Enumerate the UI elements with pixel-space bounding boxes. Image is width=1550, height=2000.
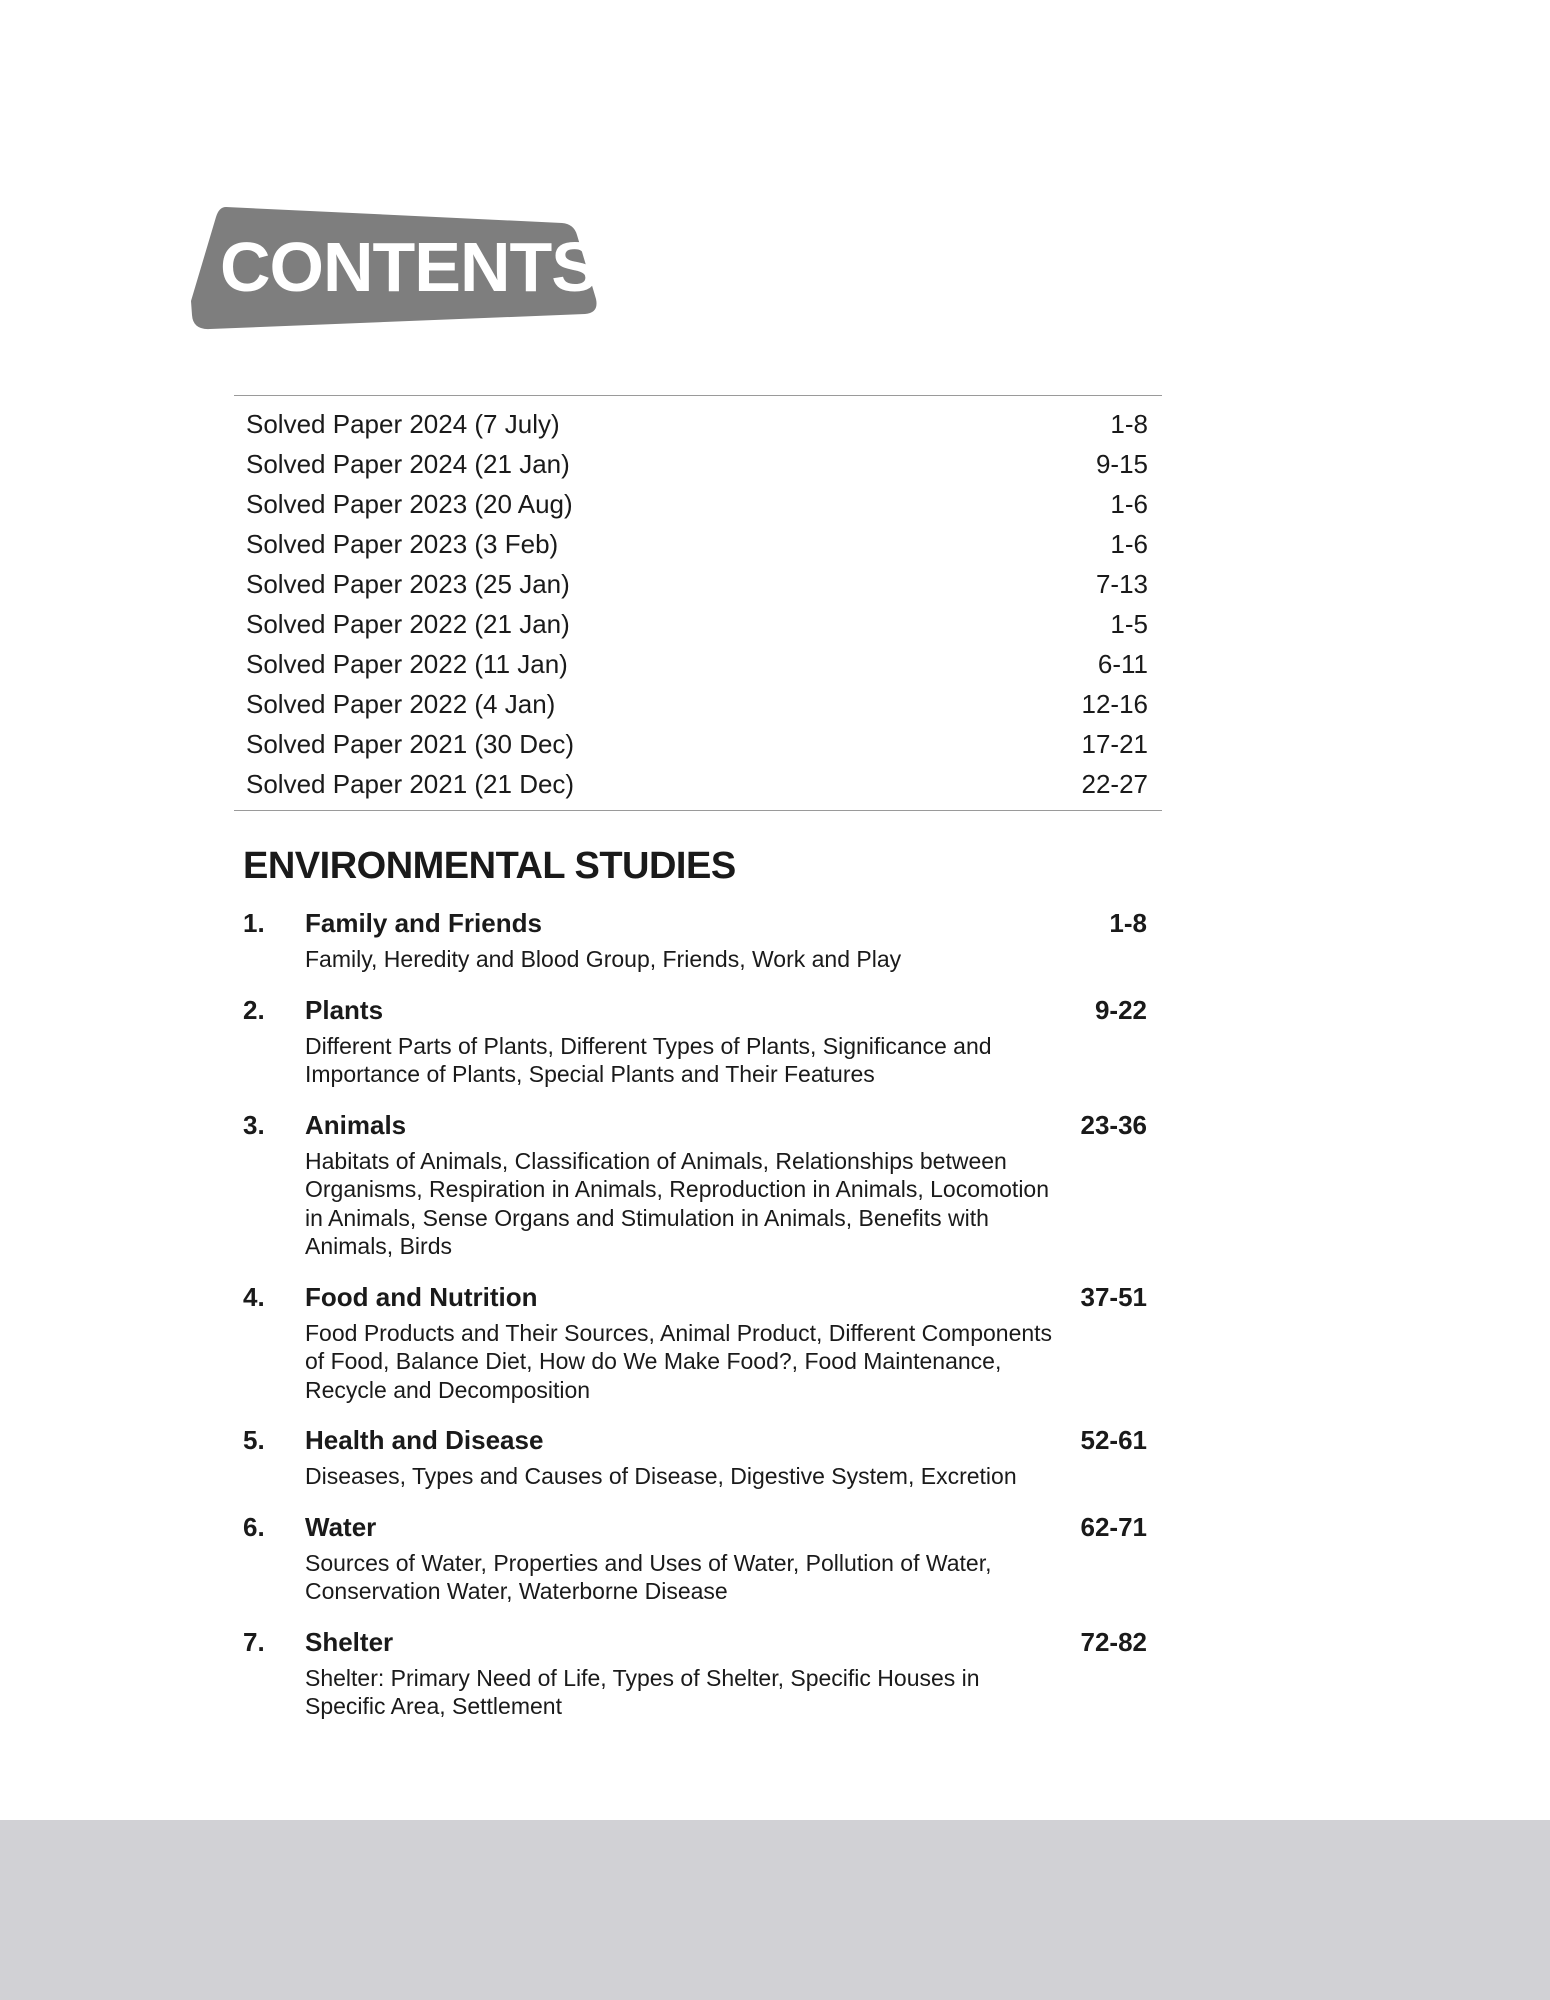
chapter-title: Shelter bbox=[305, 1626, 394, 1657]
chapter-topics: Different Parts of Plants, Different Types of Plants, Significance and Importance of Plants, Special Plants and Their Features bbox=[305, 1032, 992, 1087]
solved-paper-row bbox=[234, 764, 1162, 804]
page-title: CONTENTS bbox=[220, 228, 597, 306]
solved-paper-title: Solved Paper 2021 (21 Dec) bbox=[246, 769, 575, 799]
chapter-topics: Family, Heredity and Blood Group, Friends, Work and Play bbox=[305, 946, 902, 972]
chapter-number: 1. bbox=[243, 908, 265, 938]
chapter-title: Food and Nutrition bbox=[305, 1281, 538, 1312]
solved-papers-list bbox=[234, 395, 1162, 811]
chapter-pages: 52-61 bbox=[1080, 1425, 1147, 1455]
solved-paper-pages: 1-6 bbox=[1110, 489, 1148, 519]
solved-paper-pages: 12-16 bbox=[1081, 689, 1148, 719]
solved-paper-pages: 9-15 bbox=[1095, 449, 1148, 479]
solved-paper-title: Solved Paper 2021 (30 Dec) bbox=[246, 729, 575, 759]
solved-paper-row bbox=[234, 724, 1162, 764]
solved-paper-title: Solved Paper 2024 (21 Jan) bbox=[246, 449, 570, 479]
chapter-title: Animals bbox=[305, 1109, 407, 1140]
chapter-entry bbox=[243, 1622, 1147, 1721]
solved-paper-row bbox=[234, 404, 1162, 444]
chapter-topics: Sources of Water, Properties and Uses of Water, Pollution of Water, Conservation Water, Waterborne Disease bbox=[305, 1549, 992, 1604]
chapter-heading bbox=[243, 1277, 1147, 1317]
chapter-title: Family and Friends bbox=[305, 908, 542, 938]
solved-paper-row bbox=[234, 444, 1162, 484]
chapter-entry bbox=[243, 1420, 1147, 1491]
solved-paper-title: Solved Paper 2023 (3 Feb) bbox=[246, 529, 559, 559]
solved-paper-row bbox=[234, 524, 1162, 564]
chapter-number: 3. bbox=[243, 1109, 265, 1140]
solved-paper-pages: 1-8 bbox=[1110, 409, 1148, 439]
solved-paper-row bbox=[234, 684, 1162, 724]
solved-paper-title: Solved Paper 2022 (21 Jan) bbox=[246, 609, 570, 639]
solved-paper-pages: 1-6 bbox=[1110, 529, 1148, 559]
chapter-entry bbox=[243, 1277, 1147, 1405]
chapter-list bbox=[243, 903, 1147, 1737]
solved-paper-pages: 7-13 bbox=[1095, 569, 1148, 599]
chapter-entry bbox=[243, 990, 1147, 1089]
chapter-heading bbox=[243, 1507, 1147, 1547]
solved-paper-title: Solved Paper 2022 (11 Jan) bbox=[246, 649, 568, 679]
chapter-heading bbox=[243, 1105, 1147, 1145]
chapter-pages: 37-51 bbox=[1080, 1281, 1147, 1312]
solved-paper-title: Solved Paper 2023 (20 Aug) bbox=[246, 489, 573, 519]
chapter-topics: Habitats of Animals, Classification of Animals, Relationships between Organisms, Respiration in Animals, Reproduction in Animals, Locomotion in Animals, Sense Organs and Stimulation in Animals, Benefits with Animals, Birds bbox=[305, 1147, 1050, 1259]
chapter-topics: Shelter: Primary Need of Life, Types of Shelter, Specific Houses in Specific Area, Settlement bbox=[305, 1664, 980, 1719]
chapter-entry bbox=[243, 1507, 1147, 1606]
chapter-number: 5. bbox=[243, 1425, 265, 1455]
chapter-number: 2. bbox=[243, 994, 265, 1025]
footer-band bbox=[0, 1820, 1550, 2000]
chapter-title: Plants bbox=[305, 994, 384, 1025]
chapter-entry bbox=[243, 1105, 1147, 1261]
solved-paper-title: Solved Paper 2024 (7 July) bbox=[246, 409, 560, 439]
chapter-heading bbox=[243, 990, 1147, 1030]
section-title: ENVIRONMENTAL STUDIES bbox=[243, 845, 736, 887]
chapter-pages: 23-36 bbox=[1080, 1109, 1147, 1140]
solved-paper-pages: 6-11 bbox=[1097, 649, 1148, 679]
chapter-pages: 1-8 bbox=[1109, 908, 1147, 938]
chapter-heading bbox=[243, 1622, 1147, 1662]
chapter-title: Water bbox=[305, 1511, 377, 1542]
chapter-topics: Diseases, Types and Causes of Disease, Digestive System, Excretion bbox=[305, 1463, 1017, 1489]
solved-paper-row bbox=[234, 644, 1162, 684]
solved-paper-title: Solved Paper 2022 (4 Jan) bbox=[246, 689, 556, 719]
chapter-number: 4. bbox=[243, 1281, 265, 1312]
chapter-topics: Food Products and Their Sources, Animal Product, Different Components of Food, Balance Diet, How do We Make Food?, Food Maintenance, Recycle and Decomposition bbox=[305, 1319, 1053, 1403]
contents-banner bbox=[190, 205, 600, 330]
solved-paper-pages: 1-5 bbox=[1110, 609, 1148, 639]
chapter-number: 6. bbox=[243, 1511, 265, 1542]
chapter-pages: 62-71 bbox=[1080, 1511, 1147, 1542]
solved-paper-row bbox=[234, 484, 1162, 524]
solved-paper-pages: 17-21 bbox=[1081, 729, 1148, 759]
solved-paper-row bbox=[234, 604, 1162, 644]
chapter-pages: 9-22 bbox=[1094, 994, 1147, 1025]
chapter-title: Health and Disease bbox=[305, 1425, 544, 1455]
chapter-pages: 72-82 bbox=[1080, 1626, 1147, 1657]
solved-paper-pages: 22-27 bbox=[1081, 769, 1148, 799]
solved-paper-row bbox=[234, 564, 1162, 604]
solved-paper-title: Solved Paper 2023 (25 Jan) bbox=[246, 569, 570, 599]
chapter-number: 7. bbox=[243, 1626, 265, 1657]
chapter-entry bbox=[243, 903, 1147, 974]
chapter-heading bbox=[243, 1420, 1147, 1460]
chapter-heading bbox=[243, 903, 1147, 943]
